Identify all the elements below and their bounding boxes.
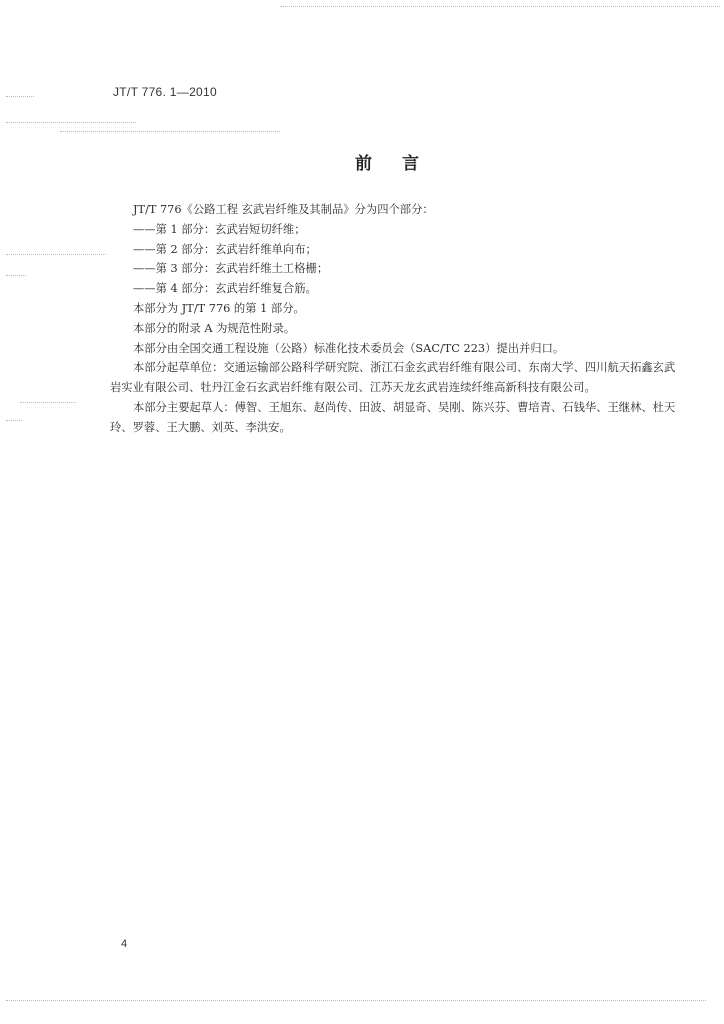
scan-artifact-left-7 xyxy=(6,420,22,421)
document-code: JT/T 776. 1—2010 xyxy=(113,85,217,99)
paragraph-proposer: 本部分由全国交通工程设施（公路）标准化技术委员会（SAC/TC 223）提出并归口。 xyxy=(133,341,565,355)
list-item-part-3: ——第 3 部分：玄武岩纤维土工格栅； xyxy=(133,262,329,276)
scan-artifact-top xyxy=(280,6,720,7)
scan-artifact-left-1 xyxy=(6,96,34,97)
foreword-body xyxy=(110,200,682,438)
paragraph-part-scope: 本部分为 JT/T 776 的第 1 部分。 xyxy=(133,301,305,315)
scan-artifact-left-3 xyxy=(60,131,280,132)
section-title: 前言 xyxy=(355,154,449,174)
paragraph-intro: JT/T 776《公路工程 玄武岩纤维及其制品》分为四个部分： xyxy=(133,203,434,216)
scan-artifact-left-4 xyxy=(6,254,106,255)
page-number: 4 xyxy=(121,938,128,950)
list-item-part-4: ——第 4 部分：玄武岩纤维复合筋。 xyxy=(133,282,317,296)
paragraph-annex: 本部分的附录 A 为规范性附录。 xyxy=(133,321,296,335)
scan-artifact-left-5 xyxy=(6,275,26,276)
scan-artifact-bottom xyxy=(6,1000,706,1001)
paragraph-drafters: 本部分主要起草人：傅智、王旭东、赵尚传、田波、胡显奇、吴刚、陈兴芬、曹培青、石钱华、王继林、杜天玲、罗蓉、王大鹏、刘英、李洪安。 xyxy=(110,400,676,434)
paragraph-drafting-units: 本部分起草单位：交通运输部公路科学研究院、浙江石金玄武岩纤维有限公司、东南大学、四川航天拓鑫玄武岩实业有限公司、牡丹江金石玄武岩纤维有限公司、江苏天龙玄武岩连续纤维高新科技有限公司。 xyxy=(110,361,676,395)
list-item-part-2: ——第 2 部分：玄武岩纤维单向布； xyxy=(133,242,317,256)
scan-artifact-left-6 xyxy=(20,402,76,403)
scan-artifact-left-2 xyxy=(6,122,136,123)
list-item-part-1: ——第 1 部分：玄武岩短切纤维； xyxy=(133,222,306,236)
